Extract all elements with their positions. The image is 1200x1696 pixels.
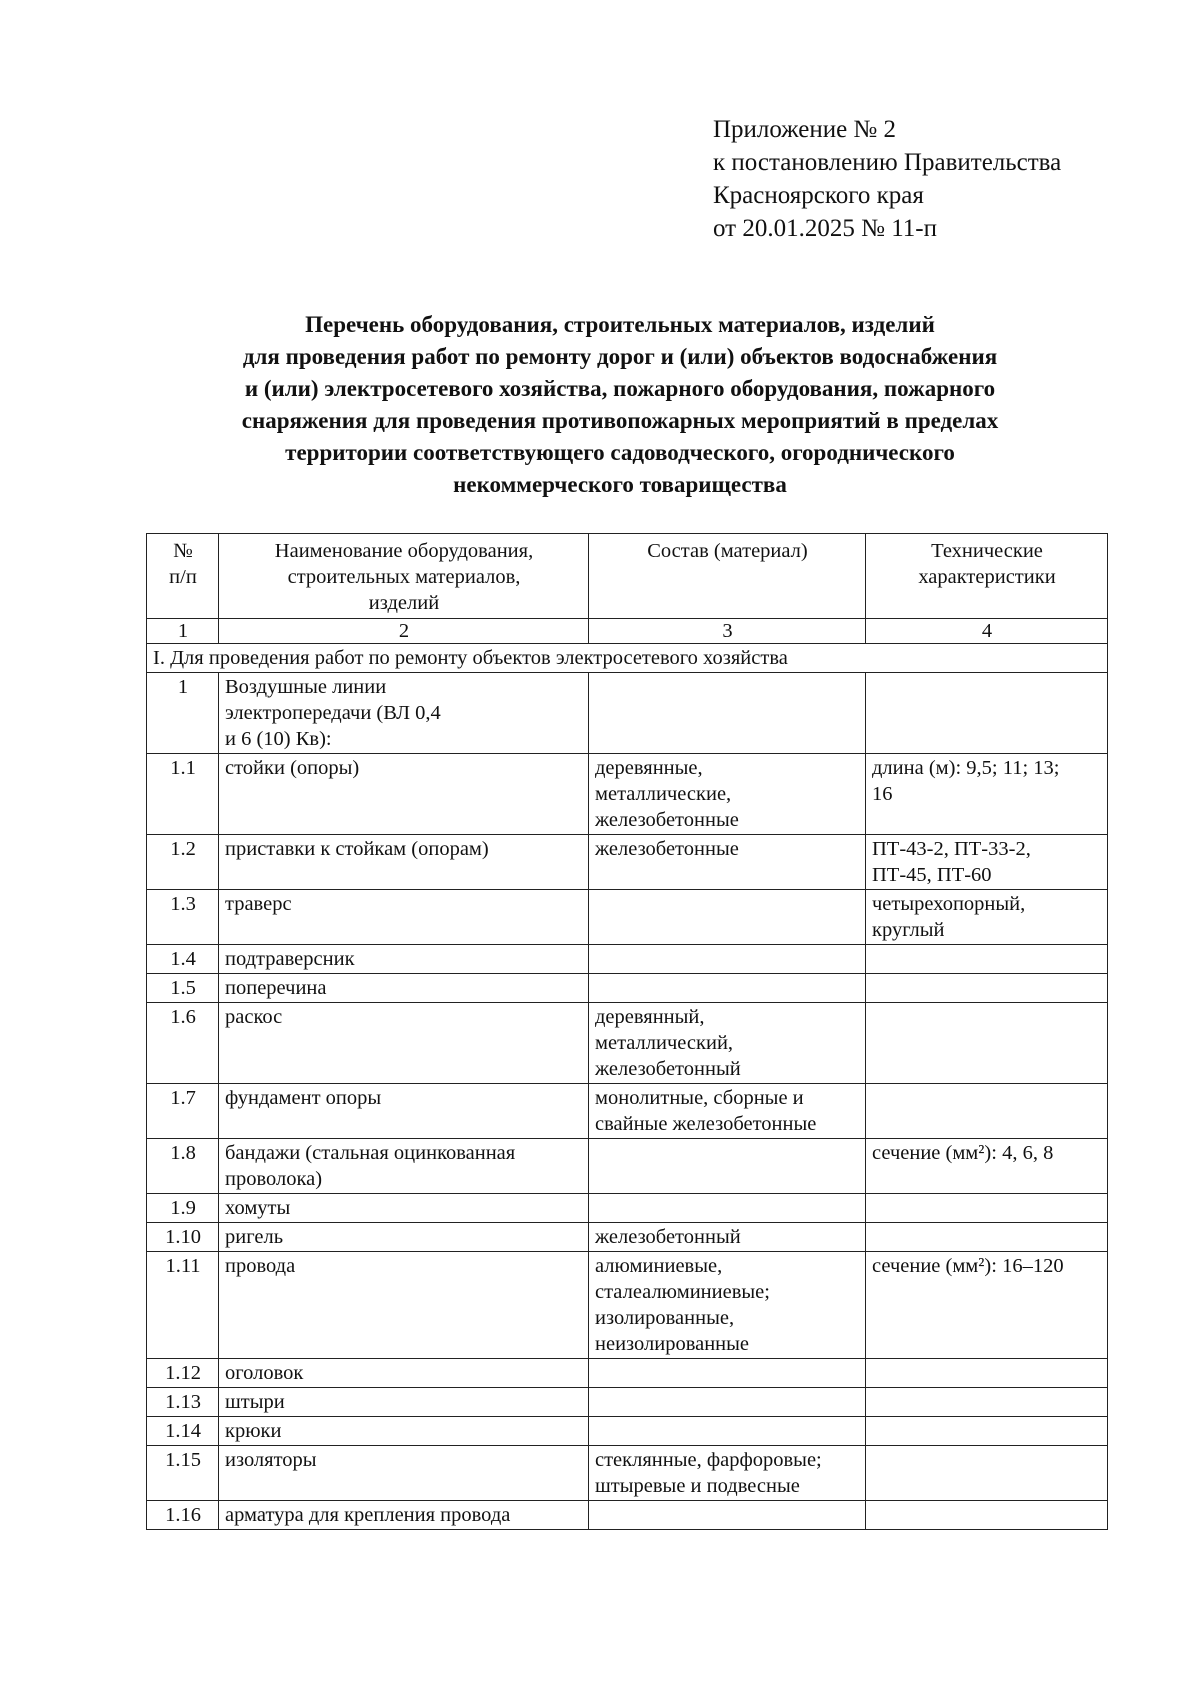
title-line: снаряжения для проведения противопожарных мероприятий в пределах	[241, 408, 999, 433]
header-name: Наименование оборудования, строительных материалов, изделий	[219, 534, 589, 619]
header-material: Состав (материал)	[589, 534, 866, 619]
row-specs	[866, 1446, 1108, 1501]
table-row	[147, 1084, 1108, 1139]
row-name: поперечина	[219, 974, 589, 1003]
row-specs	[866, 1417, 1108, 1446]
row-name: приставки к стойкам (опорам)	[219, 835, 589, 890]
title-line: и (или) электросетевого хозяйства, пожарного оборудования, пожарного	[244, 376, 996, 401]
row-specs: ПТ-43-2, ПТ-33-2, ПТ-45, ПТ-60	[866, 835, 1108, 890]
row-material	[589, 1501, 866, 1530]
table-row	[147, 974, 1108, 1003]
column-number: 1	[147, 619, 219, 644]
header-specs: Технические характеристики	[866, 534, 1108, 619]
title-line: некоммерческого товарищества	[453, 472, 787, 497]
row-specs	[866, 1359, 1108, 1388]
row-number: 1.8	[147, 1139, 219, 1194]
row-material	[589, 945, 866, 974]
row-name: хомуты	[219, 1194, 589, 1223]
title-line: для проведения работ по ремонту дорог и (или) объектов водоснабжения	[242, 344, 998, 369]
row-number: 1.10	[147, 1223, 219, 1252]
row-number: 1.16	[147, 1501, 219, 1530]
row-number: 1.3	[147, 890, 219, 945]
table-header-row	[147, 534, 1108, 619]
table-row	[147, 1446, 1108, 1501]
annex-line: Красноярского края	[713, 182, 924, 209]
document-title	[120, 309, 1120, 501]
table-row	[147, 1417, 1108, 1446]
row-number: 1.7	[147, 1084, 219, 1139]
table-row	[147, 1139, 1108, 1194]
row-specs	[866, 1388, 1108, 1417]
row-name: подтраверсник	[219, 945, 589, 974]
row-specs	[866, 1223, 1108, 1252]
row-material	[589, 974, 866, 1003]
row-specs	[866, 945, 1108, 974]
row-specs	[866, 673, 1108, 754]
row-number: 1.5	[147, 974, 219, 1003]
row-number: 1.9	[147, 1194, 219, 1223]
row-specs: сечение (мм²): 16–120	[866, 1252, 1108, 1359]
annex-line: к постановлению Правительства	[713, 149, 1062, 176]
row-name: оголовок	[219, 1359, 589, 1388]
row-material	[589, 1388, 866, 1417]
row-number: 1.14	[147, 1417, 219, 1446]
row-name: стойки (опоры)	[219, 754, 589, 835]
row-number: 1.12	[147, 1359, 219, 1388]
row-number: 1.15	[147, 1446, 219, 1501]
section-row	[147, 644, 1108, 673]
column-number: 4	[866, 619, 1108, 644]
row-material: деревянный, металлический, железобетонный	[589, 1003, 866, 1084]
equipment-table	[146, 533, 1108, 1530]
row-name: траверс	[219, 890, 589, 945]
row-material: железобетонные	[589, 835, 866, 890]
row-specs	[866, 1501, 1108, 1530]
table-row	[147, 1501, 1108, 1530]
row-material: алюминиевые, сталеалюминиевые; изолированные, неизолированные	[589, 1252, 866, 1359]
row-material	[589, 1359, 866, 1388]
annex-block	[713, 113, 1061, 245]
row-number: 1.4	[147, 945, 219, 974]
row-specs	[866, 974, 1108, 1003]
table-row	[147, 945, 1108, 974]
row-material	[589, 890, 866, 945]
section-title: I. Для проведения работ по ремонту объектов электросетевого хозяйства	[147, 644, 1108, 673]
title-line: территории соответствующего садоводческого, огороднического	[285, 440, 955, 465]
row-material	[589, 1139, 866, 1194]
row-name: ригель	[219, 1223, 589, 1252]
column-numbers-row	[147, 619, 1108, 644]
header-number: № п/п	[147, 534, 219, 619]
annex-line: от 20.01.2025 № 11-п	[713, 215, 937, 242]
row-material	[589, 673, 866, 754]
row-material	[589, 1194, 866, 1223]
table-row	[147, 1223, 1108, 1252]
annex-line: Приложение № 2	[713, 116, 897, 143]
row-number: 1.6	[147, 1003, 219, 1084]
row-name: бандажи (стальная оцинкованная проволока)	[219, 1139, 589, 1194]
table-row	[147, 1388, 1108, 1417]
column-number: 2	[219, 619, 589, 644]
table-row	[147, 1359, 1108, 1388]
row-specs: сечение (мм²): 4, 6, 8	[866, 1139, 1108, 1194]
row-material	[589, 1417, 866, 1446]
row-name: раскос	[219, 1003, 589, 1084]
row-name: крюки	[219, 1417, 589, 1446]
table-row	[147, 1252, 1108, 1359]
table-row	[147, 1194, 1108, 1223]
row-name: фундамент опоры	[219, 1084, 589, 1139]
table-row	[147, 835, 1108, 890]
table-row	[147, 754, 1108, 835]
table-row	[147, 1003, 1108, 1084]
row-number: 1.1	[147, 754, 219, 835]
column-number: 3	[589, 619, 866, 644]
row-number: 1.11	[147, 1252, 219, 1359]
row-number: 1.13	[147, 1388, 219, 1417]
row-specs	[866, 1084, 1108, 1139]
row-number: 1.2	[147, 835, 219, 890]
row-name: провода	[219, 1252, 589, 1359]
title-line: Перечень оборудования, строительных материалов, изделий	[305, 312, 935, 337]
row-specs: длина (м): 9,5; 11; 13; 16	[866, 754, 1108, 835]
row-name: изоляторы	[219, 1446, 589, 1501]
row-material: монолитные, сборные и свайные железобетонные	[589, 1084, 866, 1139]
row-name: арматура для крепления провода	[219, 1501, 589, 1530]
row-material: стеклянные, фарфоровые; штыревые и подвесные	[589, 1446, 866, 1501]
table-row	[147, 673, 1108, 754]
row-material: деревянные, металлические, железобетонные	[589, 754, 866, 835]
row-specs	[866, 1194, 1108, 1223]
row-number: 1	[147, 673, 219, 754]
row-name: Воздушные линии электропередачи (ВЛ 0,4 и 6 (10) Кв):	[219, 673, 589, 754]
row-specs	[866, 1003, 1108, 1084]
row-specs: четырехопорный, круглый	[866, 890, 1108, 945]
row-material: железобетонный	[589, 1223, 866, 1252]
table-row	[147, 890, 1108, 945]
row-name: штыри	[219, 1388, 589, 1417]
